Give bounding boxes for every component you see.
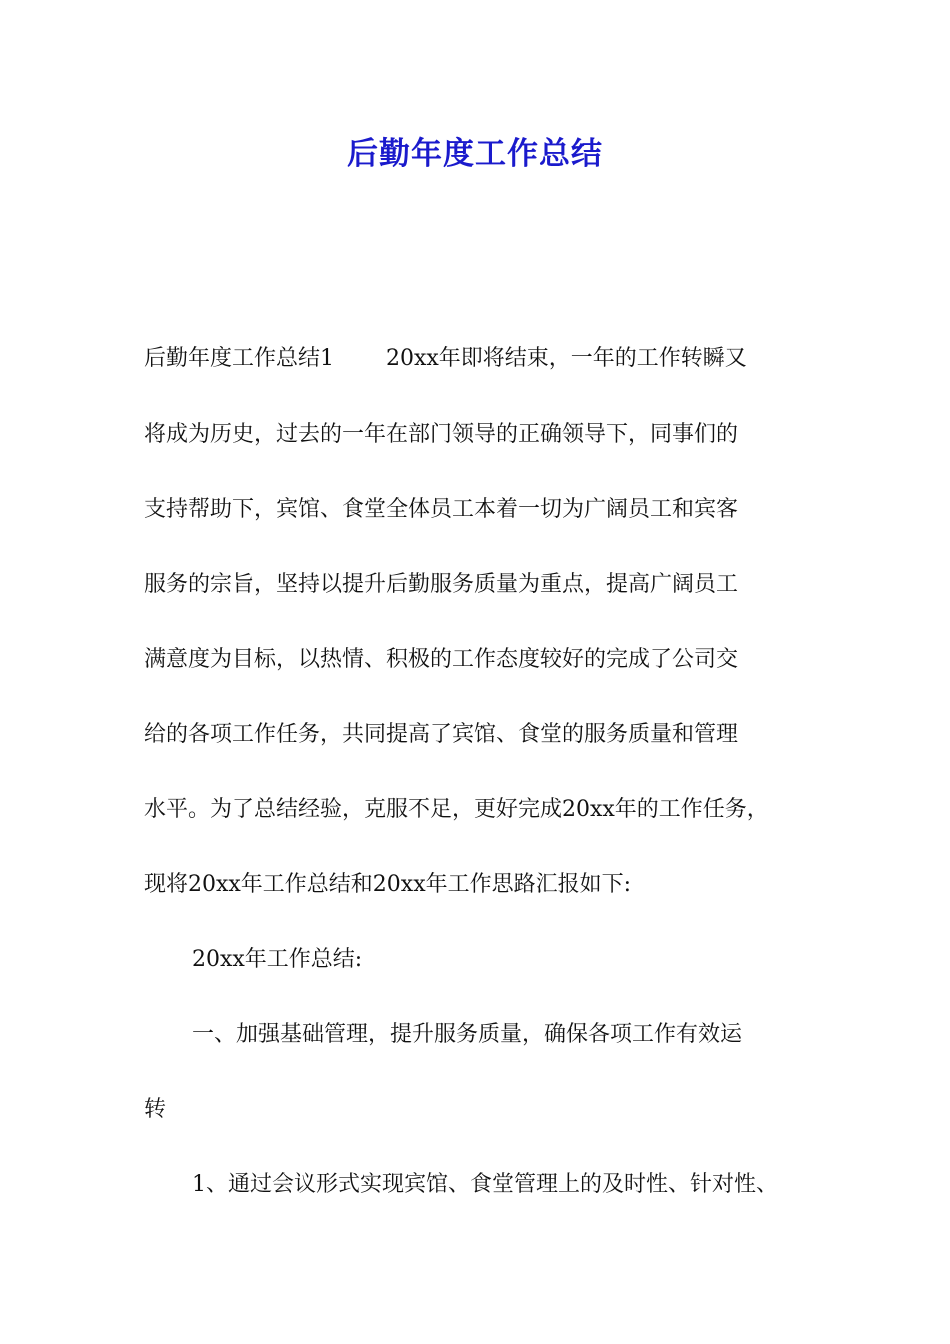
list-item: 1、通过会议形式实现宾馆、食堂管理上的及时性、针对性、 [192,1172,778,1197]
document-title: 后勤年度工作总结 [347,136,603,172]
paragraph-line: 支持帮助下，宾馆、食堂全体员工本着一切为广阔员工和宾客 [144,497,739,522]
subsection-heading: 20xx年工作总结: [192,947,363,972]
numbered-heading: 一、加强基础管理，提升服务质量，确保各项工作有效运 [192,1022,743,1047]
paragraph-line: 给的各项工作任务，共同提高了宾馆、食堂的服务质量和管理 [144,722,739,747]
paragraph-line: 满意度为目标，以热情、积极的工作态度较好的完成了公司交 [144,647,739,672]
paragraph-text: 20xx年即将结束，一年的工作转瞬又 [386,346,747,371]
paragraph-line: 水平。为了总结经验，克服不足，更好完成20xx年的工作任务， [144,797,769,822]
paragraph-line: 现将20xx年工作总结和20xx年工作思路汇报如下: [144,872,632,897]
paragraph-line: 将成为历史，过去的一年在部门领导的正确领导下，同事们的 [144,422,739,447]
paragraph-line: 服务的宗旨，坚持以提升后勤服务质量为重点，提高广阔员工 [144,572,739,597]
section-heading-inline: 后勤年度工作总结1 [144,346,334,371]
paragraph-line [144,344,747,374]
paragraph-line: 转 [144,1097,167,1122]
